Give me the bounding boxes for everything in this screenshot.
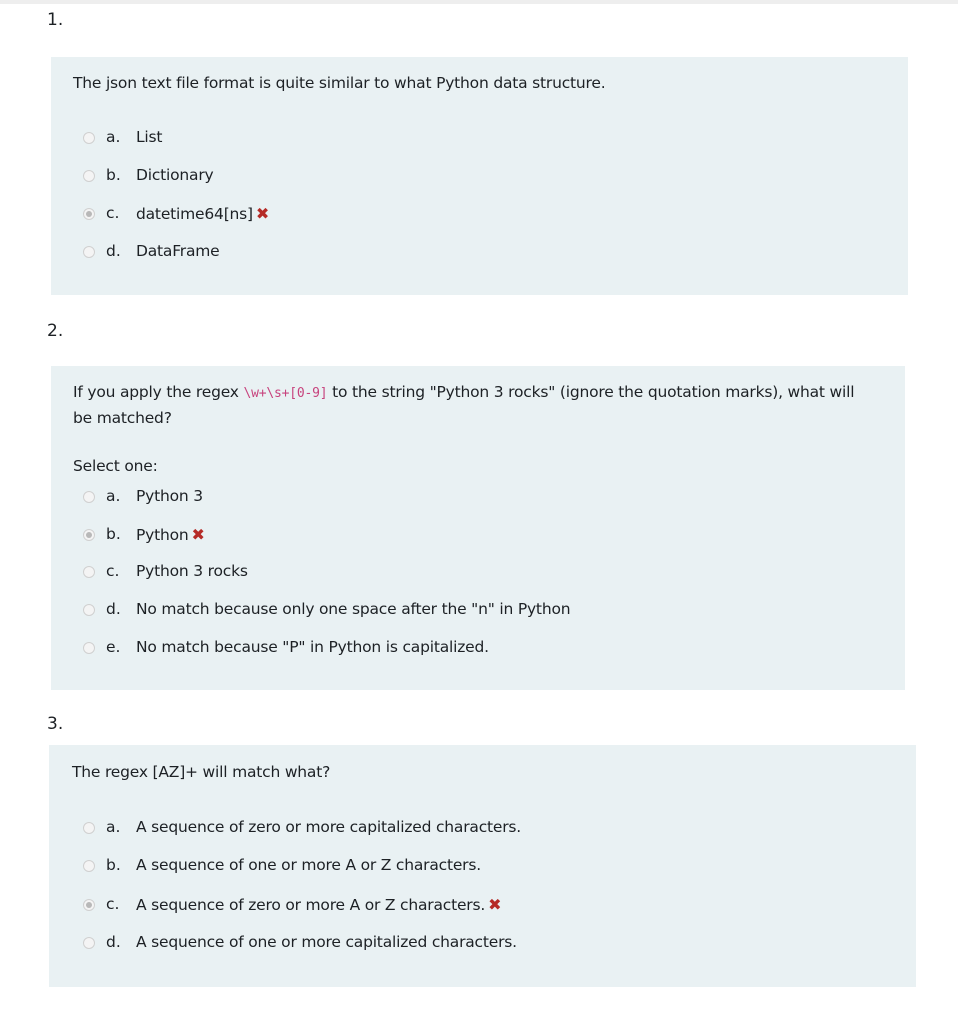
option-letter: b. [106, 166, 121, 184]
option-radio[interactable] [83, 208, 95, 220]
option-letter: c. [106, 562, 120, 580]
option-label[interactable] [136, 562, 248, 580]
option-letter: b. [106, 856, 121, 874]
option-letter: d. [106, 242, 121, 260]
option-label[interactable] [136, 818, 521, 836]
option-letter: d. [106, 600, 121, 618]
question-text-part: to the string "Python 3 rocks" (ignore the quotation marks), what will be matched? [73, 383, 855, 427]
regex-code: \w+\s+[0-9] [243, 386, 328, 401]
option-radio[interactable] [83, 566, 95, 578]
incorrect-icon: ✖ [255, 204, 270, 223]
option-label[interactable] [136, 487, 203, 505]
option-radio[interactable] [83, 860, 95, 872]
option-label-text: A sequence of zero or more capitalized characters. [136, 818, 522, 836]
option-label-text: List [136, 128, 163, 146]
select-one-prompt: Select one: [73, 457, 158, 475]
option-radio[interactable] [83, 822, 95, 834]
question-number: 2. [47, 321, 64, 341]
option-label[interactable] [136, 525, 205, 544]
question-number: 3. [47, 714, 64, 734]
question-text [73, 380, 873, 431]
option-label[interactable] [136, 933, 517, 951]
question-number: 1. [47, 10, 64, 30]
option-radio[interactable] [83, 132, 95, 144]
question-text: The json text file format is quite similar to what Python data structure. [73, 74, 606, 92]
option-radio[interactable] [83, 246, 95, 258]
option-label-text: Dictionary [136, 166, 214, 184]
option-label[interactable] [136, 638, 489, 656]
option-label-text: Python 3 [136, 487, 203, 505]
option-label[interactable] [136, 856, 481, 874]
option-label[interactable] [136, 242, 220, 260]
incorrect-icon: ✖ [191, 525, 205, 544]
option-radio[interactable] [83, 604, 95, 616]
option-label-text: A sequence of one or more capitalized characters. [136, 933, 517, 951]
option-letter: a. [106, 128, 121, 146]
option-radio[interactable] [83, 642, 95, 654]
option-label-text: A sequence of zero or more A or Z characters. [136, 896, 486, 914]
option-letter: a. [106, 818, 121, 836]
incorrect-icon: ✖ [488, 895, 502, 914]
option-letter: a. [106, 487, 121, 505]
option-label-text: No match because only one space after the "n" in Python [136, 600, 571, 618]
option-label[interactable] [136, 204, 269, 223]
option-label-text: Python [136, 526, 189, 544]
option-label-text: No match because "P" in Python is capitalized. [136, 638, 489, 656]
option-radio[interactable] [83, 899, 95, 911]
option-radio[interactable] [83, 170, 95, 182]
top-bar [0, 0, 958, 4]
option-letter: d. [106, 933, 121, 951]
option-letter: b. [106, 525, 121, 543]
option-radio[interactable] [83, 937, 95, 949]
option-radio[interactable] [83, 491, 95, 503]
option-label[interactable] [136, 600, 570, 618]
option-letter: c. [106, 895, 120, 913]
option-label[interactable] [136, 166, 214, 184]
option-label[interactable] [136, 128, 162, 146]
option-label-text: Python 3 rocks [136, 562, 248, 580]
option-label[interactable] [136, 895, 501, 914]
question-text-part: If you apply the regex [73, 383, 244, 401]
option-letter: c. [106, 204, 120, 222]
option-radio[interactable] [83, 529, 95, 541]
question-text: The regex [AZ]+ will match what? [72, 763, 331, 781]
option-label-text: datetime64[ns] [136, 205, 253, 223]
option-label-text: DataFrame [136, 242, 220, 260]
option-letter: e. [106, 638, 121, 656]
option-label-text: A sequence of one or more A or Z characters. [136, 856, 481, 874]
